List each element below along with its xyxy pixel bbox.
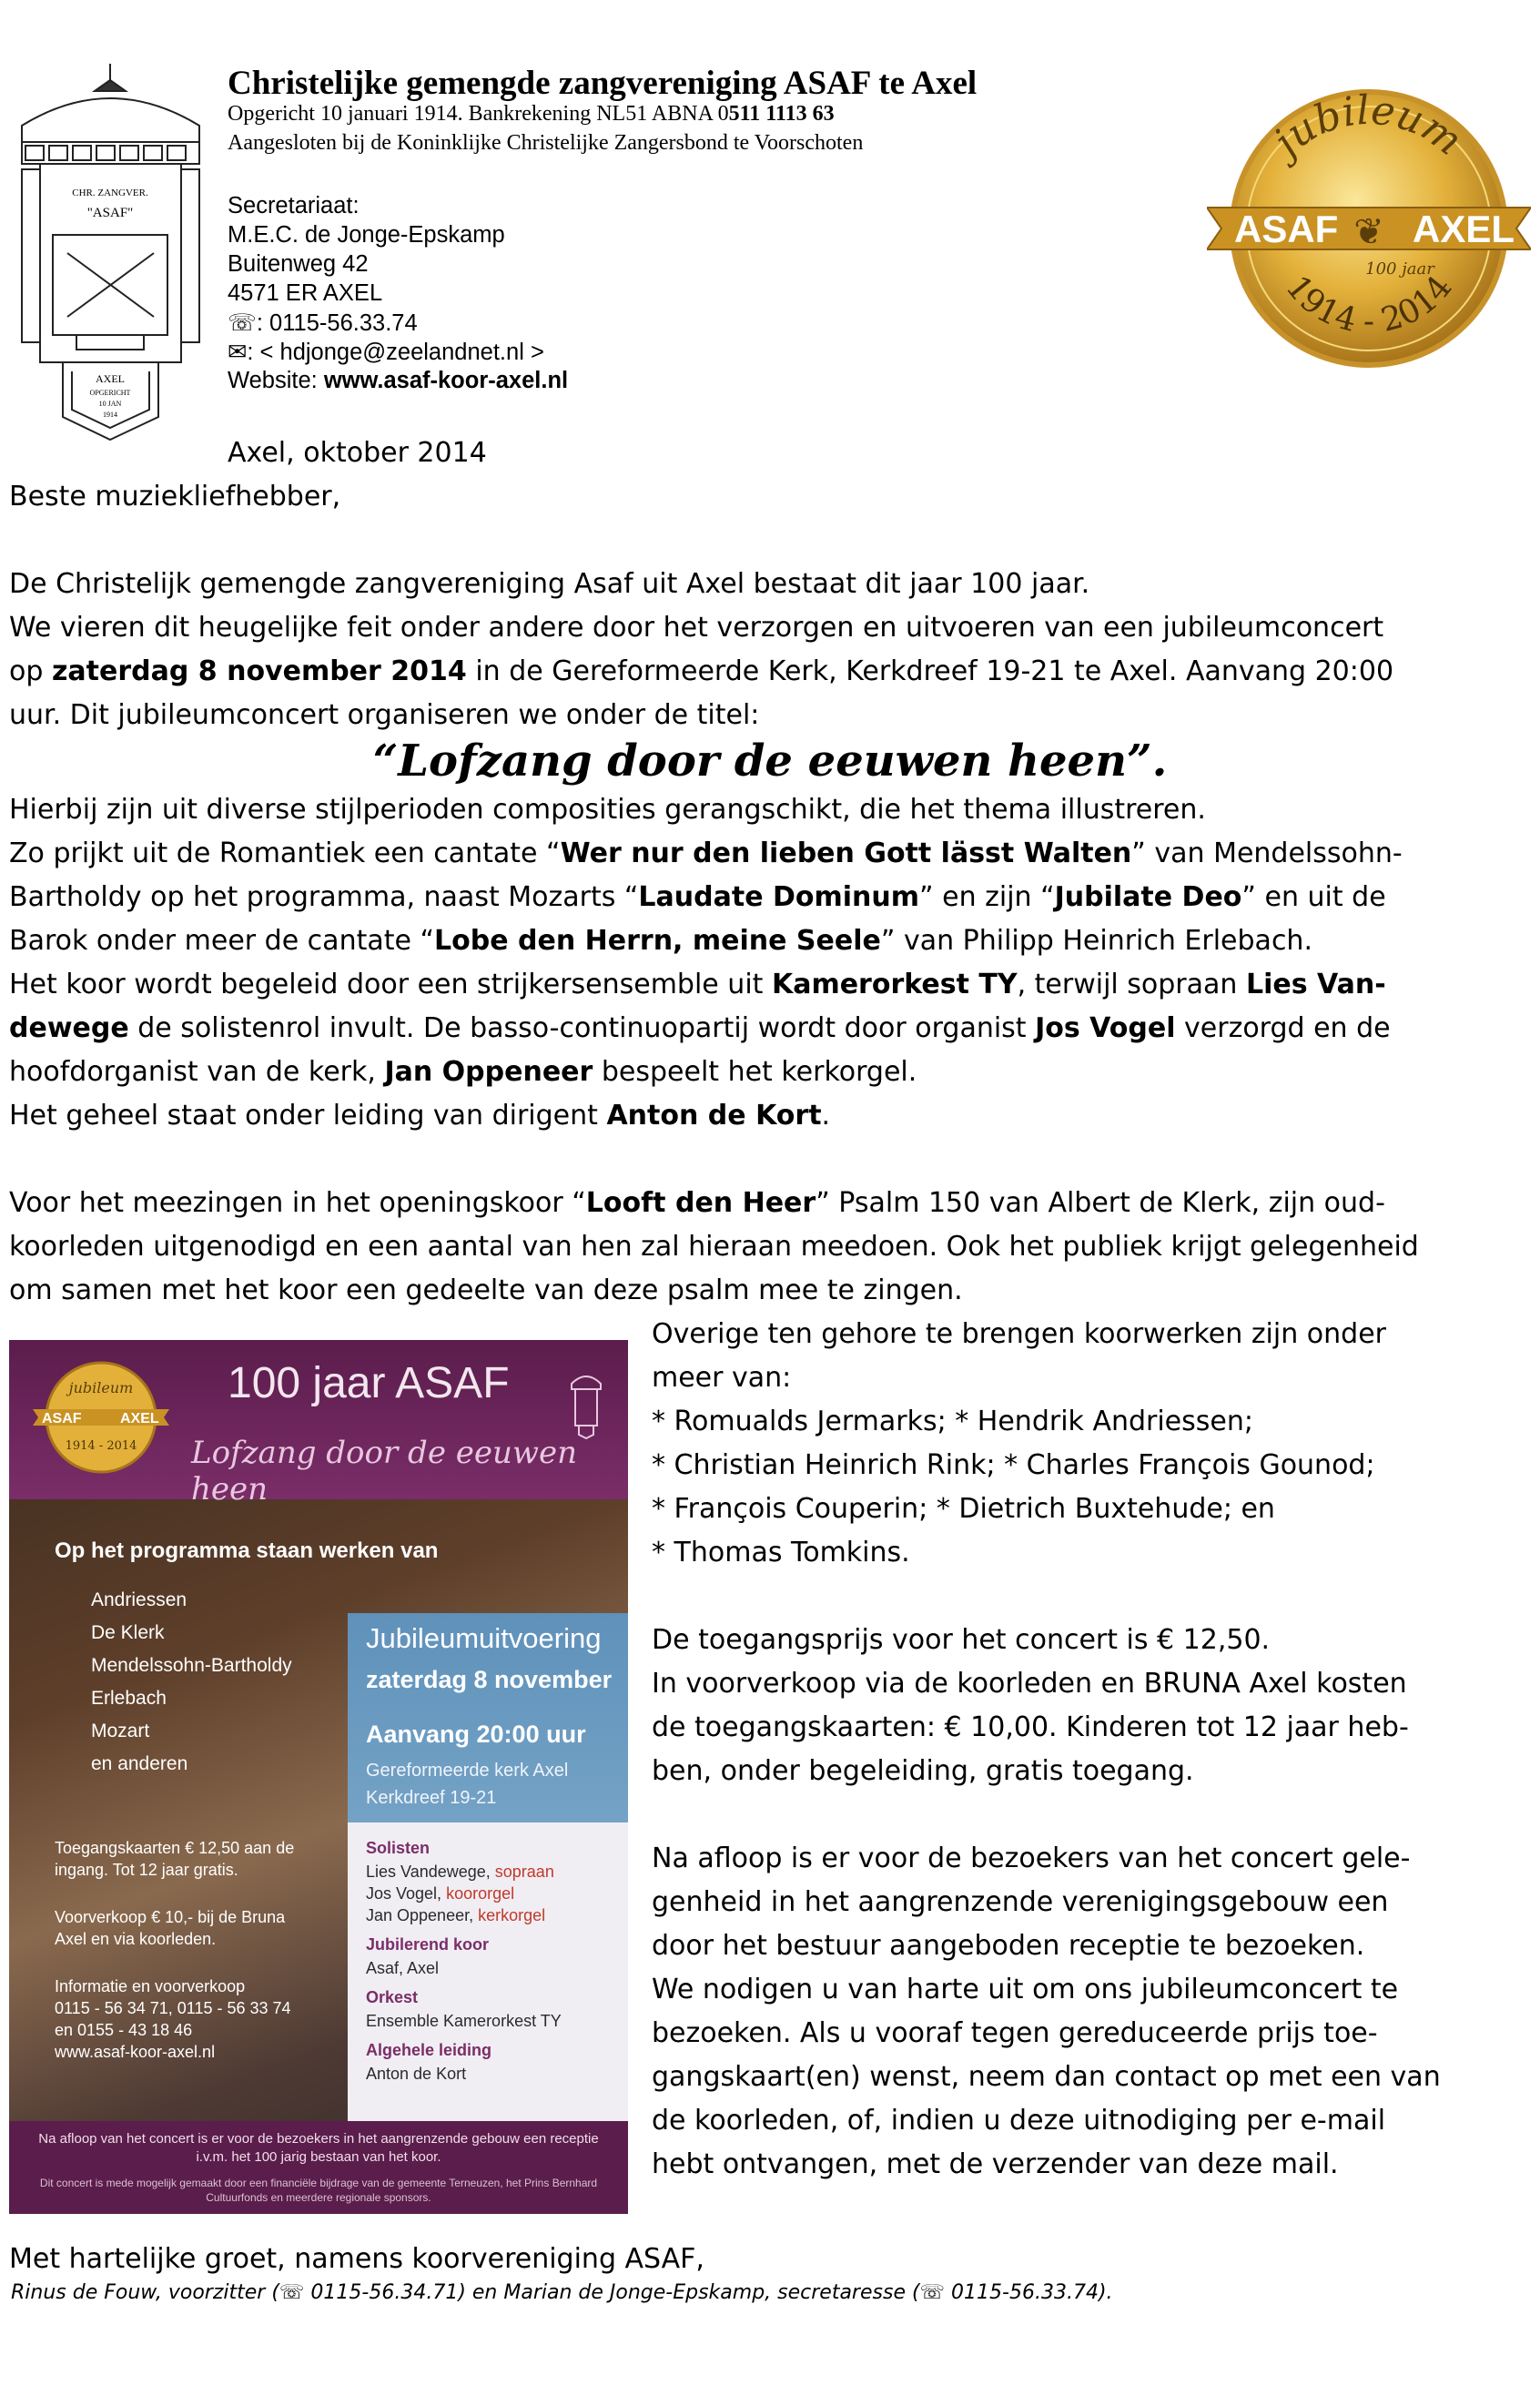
- website-link[interactable]: www.asaf-koor-axel.nl: [323, 368, 569, 393]
- poster-event-address: Kerkdreef 19-21: [366, 1788, 497, 1808]
- right-line-10: ben, onder begeleiding, gratis toegang.: [652, 1755, 1194, 1787]
- poster-info-line-1: Informatie en voorverkoop: [55, 1977, 246, 1995]
- poster-jubilee-seal: [33, 1358, 169, 1477]
- p2-line-4: Barok onder meer de cantate “Lobe den Herrn, meine Seele” van Philipp Heinrich Erlebach.: [9, 925, 1312, 957]
- logo-text-3: AXEL: [96, 372, 125, 385]
- secretariaat-label: Secretariaat:: [228, 193, 360, 218]
- poster-event-time: Aanvang 20:00 uur: [366, 1721, 586, 1748]
- p1-line-3: op zaterdag 8 november 2014 in de Gereformeerde Kerk, Kerkdreef 19-21 te Axel. Aanvang 20:00: [9, 655, 1394, 687]
- poster-orkest: Ensemble Kamerorkest TY: [366, 2012, 562, 2030]
- closing: Met hartelijke groet, namens koorvereniging ASAF,: [9, 2243, 704, 2275]
- right-line-16: gangskaart(en) wenst, neem dan contact op met een van: [652, 2061, 1441, 2093]
- right-line-5: * François Couperin; * Dietrich Buxtehude; en: [652, 1493, 1275, 1525]
- poster-seal-axel: AXEL: [120, 1411, 159, 1426]
- poster-soloist: Jan Oppeneer, kerkorgel: [366, 1906, 546, 1924]
- poster-subtitle: Lofzang door de eeuwen heen: [191, 1435, 578, 1508]
- poster-koor-heading: Jubilerend koor: [366, 1935, 490, 1954]
- poster-event-date: zaterdag 8 november: [366, 1666, 613, 1693]
- salutation: Beste muziekliefhebber,: [9, 481, 341, 513]
- letter-date: Axel, oktober 2014: [228, 437, 487, 469]
- logo-text-6: 1914: [103, 411, 117, 419]
- p1-line-1: De Christelijk gemengde zangvereniging Asaf uit Axel bestaat dit jaar 100 jaar.: [9, 568, 1090, 600]
- p2-line-2: Zo prijkt uit de Romantiek een cantate “Wer nur den lieben Gott lässt Walten” van Mendelssohn-: [9, 838, 1403, 869]
- poster-title: 100 jaar ASAF: [228, 1359, 510, 1407]
- p2-line-3: Bartholdy op het programma, naast Mozarts “Laudate Dominum” en zijn “Jubilate Deo” en uit de: [9, 881, 1386, 913]
- p2-line-7: hoofdorganist van de kerk, Jan Oppeneer bespeelt het kerkorgel.: [9, 1056, 917, 1088]
- poster-solisten-heading: Solisten: [366, 1839, 431, 1857]
- poster-program-heading: Op het programma staan werken van: [55, 1538, 439, 1563]
- seal-flourish-icon: ❦: [1353, 211, 1384, 253]
- p2-line-5: Het koor wordt begeleid door een strijkersensemble uit Kamerorkest TY, terwijl sopraan Lies Van-: [9, 969, 1386, 1000]
- website-line: [228, 368, 568, 394]
- right-line-15: bezoeken. Als u vooraf tegen gereduceerde prijs toe-: [652, 2017, 1378, 2049]
- poster-sponsor-note: Dit concert is mede mogelijk gemaakt door een financiële bijdrage van de gemeente Terneuzen, het Prins Bernhard Cultuurfonds en meerdere regionale sponsors.: [39, 2177, 598, 2204]
- poster-presale-line-1: Voorverkoop € 10,- bij de Bruna: [55, 1908, 286, 1926]
- affiliation-line: Aangesloten bij de Koninklijke Christelijke Zangersbond te Voorschoten: [228, 131, 864, 155]
- poster-info-website: www.asaf-koor-axel.nl: [55, 2043, 216, 2061]
- seal-top-text: jubileum: [1264, 86, 1471, 166]
- poster-soloist: Jos Vogel, koororgel: [366, 1884, 515, 1903]
- p2-line-6: dewege de solistenrol invult. De basso-continuopartij wordt door organist Jos Vogel verzorgd en de: [9, 1012, 1391, 1044]
- right-line-2: meer van:: [652, 1362, 792, 1394]
- p3-line-2: koorleden uitgenodigd en een aantal van hen zal hieraan meedoen. Ook het publiek krijgt gelegenheid: [9, 1231, 1419, 1263]
- account-number: 511 1113 63: [728, 102, 835, 126]
- jubilee-seal: [1207, 78, 1531, 379]
- poster-banner-icon: [568, 1367, 604, 1440]
- poster-composer: De Klerk: [91, 1622, 165, 1643]
- seal-middle: 100 jaar: [1365, 259, 1434, 279]
- poster-event-venue: Gereformeerde kerk Axel: [366, 1761, 569, 1781]
- right-line-18: hebt ontvangen, met de verzender van deze mail.: [652, 2148, 1339, 2180]
- concert-poster: [9, 1340, 628, 2214]
- secretary-email[interactable]: ✉: < hdjonge@zeelandnet.nl >: [228, 340, 544, 365]
- founding-line: [228, 102, 835, 127]
- secretary-phone: ☏: 0115-56.33.74: [228, 310, 418, 336]
- right-line-8: In voorverkoop via de koorleden en BRUNA Axel kosten: [652, 1668, 1407, 1700]
- poster-seal-top: jubileum: [68, 1379, 134, 1396]
- poster-soloist: Lies Vandewege, sopraan: [366, 1863, 554, 1881]
- seal-axel: AXEL: [1413, 208, 1515, 250]
- poster-composer: Erlebach: [91, 1688, 167, 1709]
- poster-ticket-line-2: ingang. Tot 12 jaar gratis.: [55, 1861, 238, 1879]
- right-line-12: genheid in het aangrenzende verenigingsgebouw een: [652, 1886, 1389, 1918]
- poster-info-line-3: en 0155 - 43 18 46: [55, 2021, 193, 2039]
- poster-info-line-2: 0115 - 56 34 71, 0115 - 56 33 74: [55, 1999, 291, 2017]
- poster-leiding-heading: Algehele leiding: [366, 2041, 492, 2059]
- signature-line: Rinus de Fouw, voorzitter (☏ 0115-56.34.71) en Marian de Jonge-Epskamp, secretaresse (☏ 0115-56.33.74).: [11, 2281, 1113, 2304]
- poster-composer: en anderen: [91, 1753, 188, 1774]
- poster-koor: Asaf, Axel: [366, 1959, 440, 1977]
- secretary-name: M.E.C. de Jonge-Epskamp: [228, 222, 505, 248]
- concert-date: zaterdag 8 november 2014: [51, 655, 467, 687]
- logo-text-1: CHR. ZANGVER.: [72, 188, 148, 198]
- secretary-street: Buitenweg 42: [228, 251, 369, 277]
- right-line-14: We nodigen u van harte uit om ons jubileumconcert te: [652, 1974, 1399, 2005]
- right-line-6: * Thomas Tomkins.: [652, 1537, 910, 1568]
- poster-ticket-line-1: Toegangskaarten € 12,50 aan de: [55, 1839, 295, 1857]
- right-line-3: * Romualds Jermarks; * Hendrik Andriessen;: [652, 1406, 1253, 1437]
- poster-seal-bottom: 1914 - 2014: [65, 1439, 137, 1453]
- founding-text: Opgericht 10 januari 1914. Bankrekening NL51 ABNA 0: [228, 102, 729, 126]
- right-line-7: De toegangsprijs voor het concert is € 12,50.: [652, 1624, 1271, 1656]
- right-line-13: door het bestuur aangeboden receptie te bezoeken.: [652, 1930, 1365, 1962]
- right-line-4: * Christian Heinrich Rink; * Charles François Gounod;: [652, 1449, 1375, 1481]
- right-line-17: de koorleden, of, indien u deze uitnodiging per e-mail: [652, 2105, 1386, 2137]
- p3-line-3: om samen met het koor een gedeelte van deze psalm mee te zingen.: [9, 1274, 963, 1306]
- org-title: Christelijke gemengde zangvereniging ASAF te Axel: [228, 65, 978, 102]
- logo-text-2: "ASAF": [86, 206, 134, 220]
- concert-motto: “Lofzang door de eeuwen heen”.: [372, 736, 1168, 787]
- poster-composer: Mozart: [91, 1721, 150, 1741]
- p3-line-1: Voor het meezingen in het openingskoor “Looft den Heer” Psalm 150 van Albert de Klerk, zijn oud-: [9, 1187, 1385, 1219]
- logo-text-5: 10 JAN: [98, 400, 122, 408]
- secretary-city: 4571 ER AXEL: [228, 280, 383, 306]
- poster-composer: Andriessen: [91, 1589, 187, 1610]
- right-line-9: de toegangskaarten: € 10,00. Kinderen tot 12 jaar heb-: [652, 1711, 1409, 1743]
- p1-line-4: uur. Dit jubileumconcert organiseren we onder de titel:: [9, 699, 760, 731]
- poster-composer: Mendelssohn-Bartholdy: [91, 1655, 292, 1676]
- p1-line-2: We vieren dit heugelijke feit onder andere door het verzorgen en uitvoeren van een jubileumconcert: [9, 612, 1384, 644]
- poster-reception-note: Na afloop van het concert is er voor de bezoekers in het aangrenzende gebouw een receptie i.v.m. het 100 jarig bestaan van het koor.: [38, 2131, 599, 2165]
- asaf-banner-logo: [13, 62, 208, 444]
- poster-presale-line-2: Axel en via koorleden.: [55, 1930, 217, 1948]
- seal-asaf: ASAF: [1234, 208, 1339, 250]
- right-line-1: Overige ten gehore te brengen koorwerken zijn onder: [652, 1318, 1386, 1350]
- poster-event-title: Jubileumuitvoering: [366, 1622, 602, 1654]
- poster-orkest-heading: Orkest: [366, 1988, 419, 2006]
- p2-line-8: Het geheel staat onder leiding van dirigent Anton de Kort.: [9, 1100, 831, 1132]
- poster-leiding: Anton de Kort: [366, 2065, 467, 2083]
- website-label: Website:: [228, 368, 324, 393]
- seal-bottom-text: 1914 - 2014: [1278, 269, 1460, 341]
- poster-seal-asaf: ASAF: [42, 1411, 82, 1426]
- logo-text-4: OPGERICHT: [89, 389, 131, 397]
- p2-line-1: Hierbij zijn uit diverse stijlperioden composities gerangschikt, die het thema illustreren.: [9, 794, 1206, 826]
- right-line-11: Na afloop is er voor de bezoekers van het concert gele-: [652, 1843, 1411, 1874]
